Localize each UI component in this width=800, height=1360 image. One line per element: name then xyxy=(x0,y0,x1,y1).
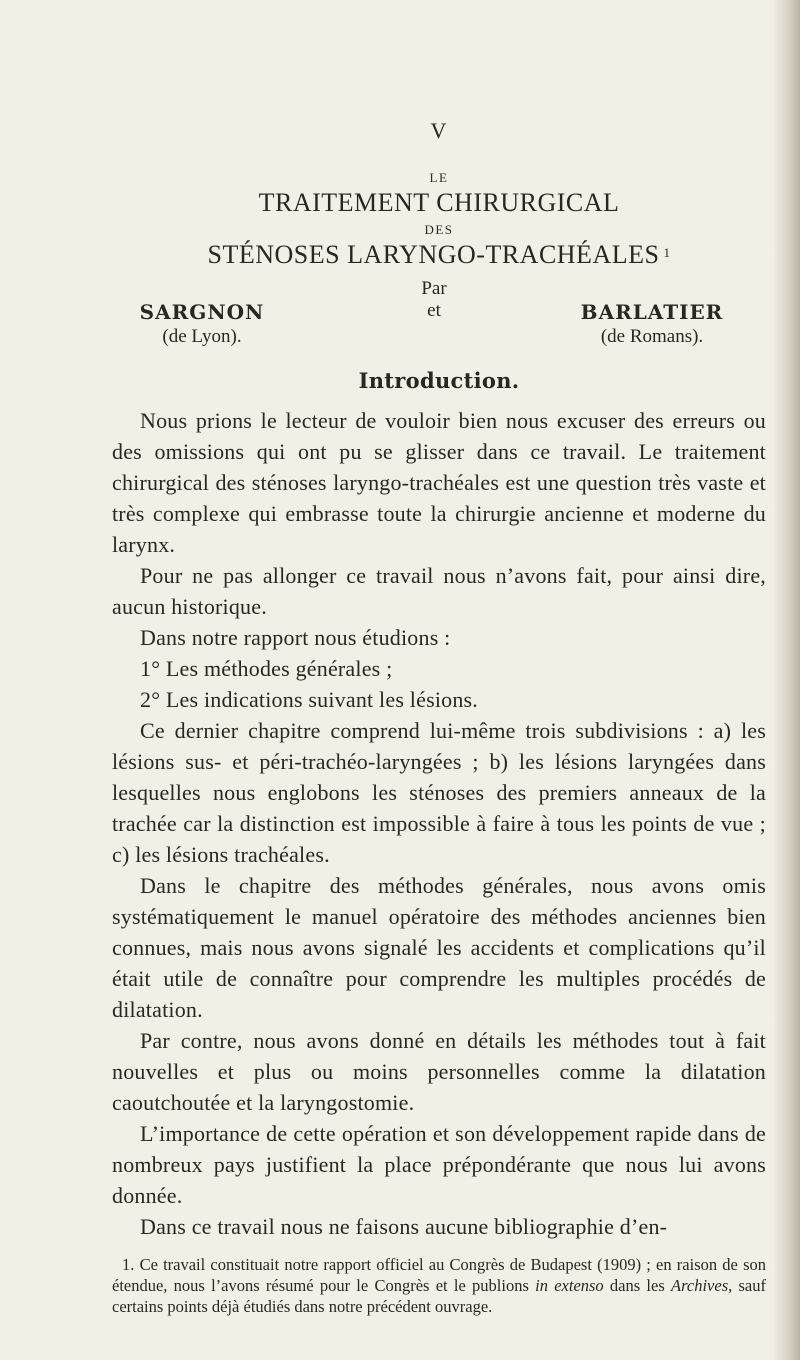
article-des: DES xyxy=(424,222,454,237)
author-1-place: (de Lyon). xyxy=(162,326,242,347)
page-edge-shadow xyxy=(774,0,800,1360)
footnote-in-extenso: in extenso xyxy=(535,1276,604,1295)
author-1 xyxy=(112,278,292,348)
section-title: Introduction. xyxy=(358,368,520,393)
title-line-2-text: STÉNOSES LARYNGO-TRACHÉALES xyxy=(207,240,660,269)
paragraph: Pour ne pas allonger ce travail nous n’avons fait, pour ainsi dire, aucun historique. xyxy=(112,563,766,619)
footnote-text xyxy=(112,1254,766,1317)
footnote-part-3: , sauf certains points déjà étudiés dans notre précédent ouvrage. xyxy=(112,1276,767,1316)
footnote-marker: 1 xyxy=(663,245,671,260)
byline-par: Par xyxy=(421,278,447,299)
title-line-2 xyxy=(112,240,766,270)
paragraph: L’importance de cette opération et son développement rapide dans de nombreux pays justifient la place prépondérante que nous lui avons donnée. xyxy=(112,1121,766,1208)
footnote-part-2: dans les xyxy=(603,1276,672,1295)
byline-et: et xyxy=(427,300,441,321)
paragraph: Par contre, nous avons donné en détails les méthodes tout à fait nouvelles et plus ou moins personnelles comme la dilatation caoutchoutée et la laryngostomie. xyxy=(112,1028,766,1115)
title-line-1: TRAITEMENT CHIRURGICAL xyxy=(258,188,620,217)
paragraph: Ce dernier chapitre comprend lui-même trois subdivisions : a) les lésions sus- et péri-trachéo-laryngées ; b) les lésions laryngées dans lesquelles nous englobons les sténoses des premiers anneaux de la trachée car la distinction est impossible à faire à tous les points de vue ; c) les lésions trachéales. xyxy=(112,718,766,867)
paragraph: Nous prions le lecteur de vouloir bien nous excuser des erreurs ou des omissions qui ont pu se glisser dans ce travail. Le traitement chirurgical des sténoses laryngo-trachéales est une question très vaste et très complexe qui embrasse toute la chirurgie ancienne et moderne du larynx. xyxy=(112,408,766,557)
authors-block xyxy=(112,278,766,348)
chapter-header xyxy=(112,118,766,270)
list-item: 1° Les méthodes générales ; xyxy=(140,656,393,681)
list-item: 2° Les indications suivant les lésions. xyxy=(140,687,479,712)
footnote-archives: Archives xyxy=(671,1276,729,1295)
chapter-numeral: V xyxy=(430,118,448,143)
paragraph: Dans notre rapport nous étudions : xyxy=(140,625,451,650)
byline-connector xyxy=(384,278,484,322)
footnote xyxy=(112,1254,766,1317)
footnote-part-1: 1. Ce travail constituait notre rapport officiel au Congrès de Budapest (1909) ; en raison de son étendue, nous l’avons résumé pour le Congrès et le publions xyxy=(112,1255,766,1295)
author-2-place: (de Romans). xyxy=(600,326,704,347)
paragraph: Dans le chapitre des méthodes générales, nous avons omis systématiquement le manuel opératoire des méthodes anciennes bien connues, mais nous avons signalé les accidents et complications qu’il était utile de connaître pour comprendre les multiples procédés de dilatation. xyxy=(112,873,766,1022)
author-1-name: SARGNON xyxy=(139,300,265,324)
author-2-name: BARLATIER xyxy=(580,300,724,324)
author-2 xyxy=(552,278,752,348)
book-page xyxy=(112,118,766,1317)
article-le: LE xyxy=(429,170,449,185)
body-text xyxy=(112,405,766,1242)
paragraph: Dans ce travail nous ne faisons aucune bibliographie d’en- xyxy=(140,1214,668,1239)
